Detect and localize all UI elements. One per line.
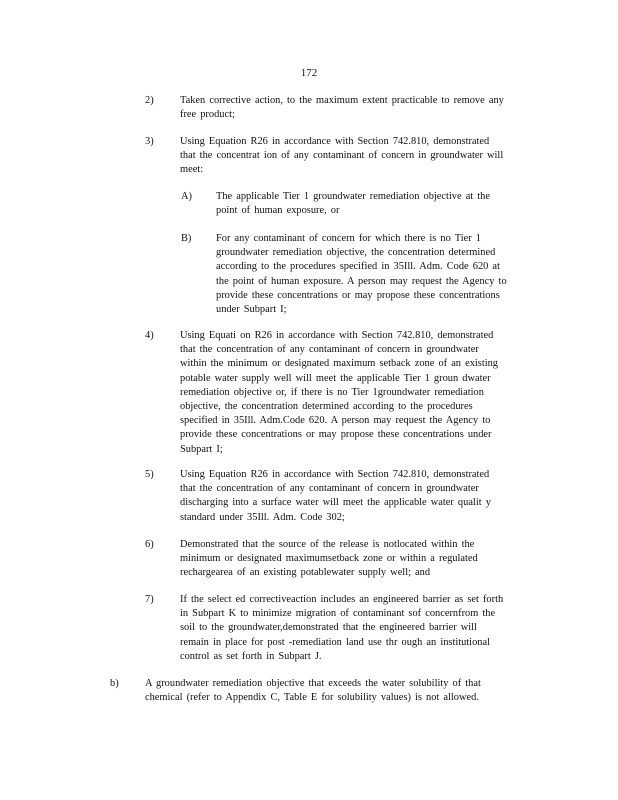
item-label: B) (181, 233, 192, 244)
item-line: point of human exposure, or (216, 205, 340, 217)
item-line: within the minimum or designated maximum setback zone of an existing (180, 358, 498, 370)
item-line: in Subpart K to minimize migration of contaminant sof concernfrom the (180, 608, 496, 620)
item-line: meet: (180, 164, 204, 176)
item-line: Subpart I; (180, 443, 223, 455)
item-line: chemical (refer to Appendix C, Table E for solubility values) is not allowed. (145, 692, 479, 704)
item-label: A) (181, 191, 192, 202)
item-line: that the concentration of any contaminant of concern in groundwater (180, 344, 479, 356)
item-line: according to the procedures specified in 35Ill. Adm. Code 620 at (216, 261, 500, 273)
item-line: If the select ed correctiveaction includes an engineered barrier as set forth (180, 594, 504, 605)
item-line: objective, the concentration determined according to the procedures (180, 401, 473, 413)
item-line: the point of human exposure. A person may request the Agency to (216, 275, 507, 287)
item-line: control as set forth in Subpart J. (180, 650, 322, 662)
item-line: soil to the groundwater,demonstrated that the engineered barrier will (180, 622, 477, 634)
item-line: The applicable Tier 1 groundwater remediation objective at the (216, 191, 490, 202)
item-label: 6) (145, 539, 154, 550)
item-label: 4) (145, 330, 154, 341)
item-line: remediation objective or, if there is no Tier 1groundwater remediation (180, 386, 484, 398)
item-line: that the concentration of any contaminant of concern in groundwater (180, 483, 479, 495)
item-line: free product; (180, 109, 235, 121)
page-number: 172 (300, 67, 318, 79)
item-line: standard under 35Ill. Adm. Code 302; (180, 511, 345, 523)
item-line: minimum or designated maximumsetback zone or within a regulated (180, 553, 478, 565)
item-line: For any contaminant of concern for which there is no Tier 1 (216, 233, 481, 244)
item-line: groundwater remediation objective, the concentration determined (216, 247, 496, 259)
item-line: that the concentrat ion of any contaminant of concern in groundwater will (180, 150, 504, 162)
item-line: Taken corrective action, to the maximum extent practicable to remove any (180, 95, 504, 106)
item-label: 3) (145, 136, 154, 147)
item-label: 2) (145, 95, 154, 106)
item-line: Using Equation R26 in accordance with Section 742.810, demonstrated (180, 136, 490, 147)
item-line: rechargearea of an existing potablewater supply well; and (180, 567, 431, 579)
item-line: discharging into a surface water will meet the applicable water qualit y (180, 497, 491, 509)
item-line: A groundwater remediation objective that exceeds the water solubility of that (145, 678, 481, 689)
item-line: Using Equation R26 in accordance with Section 742.810, demonstrated (180, 469, 490, 480)
item-line: provide these concentrations or may propose these concentrations under (180, 429, 492, 441)
item-line: provide these concentrations or may propose these concentrations (216, 289, 500, 301)
item-line: remain in place for post -remediation land use thr ough an institutional (180, 636, 490, 648)
item-label: 7) (145, 594, 154, 605)
item-label: b) (110, 678, 119, 689)
item-label: 5) (145, 469, 154, 480)
item-line: Demonstrated that the source of the release is notlocated within the (180, 539, 475, 550)
item-line: specified in 35Ill. Adm.Code 620. A person may request the Agency to (180, 415, 491, 427)
item-line: Using Equati on R26 in accordance with Section 742.810, demonstrated (180, 330, 494, 341)
item-line: under Subpart I; (216, 304, 287, 316)
item-line: potable water supply well will meet the applicable Tier 1 groun dwater (180, 372, 491, 384)
